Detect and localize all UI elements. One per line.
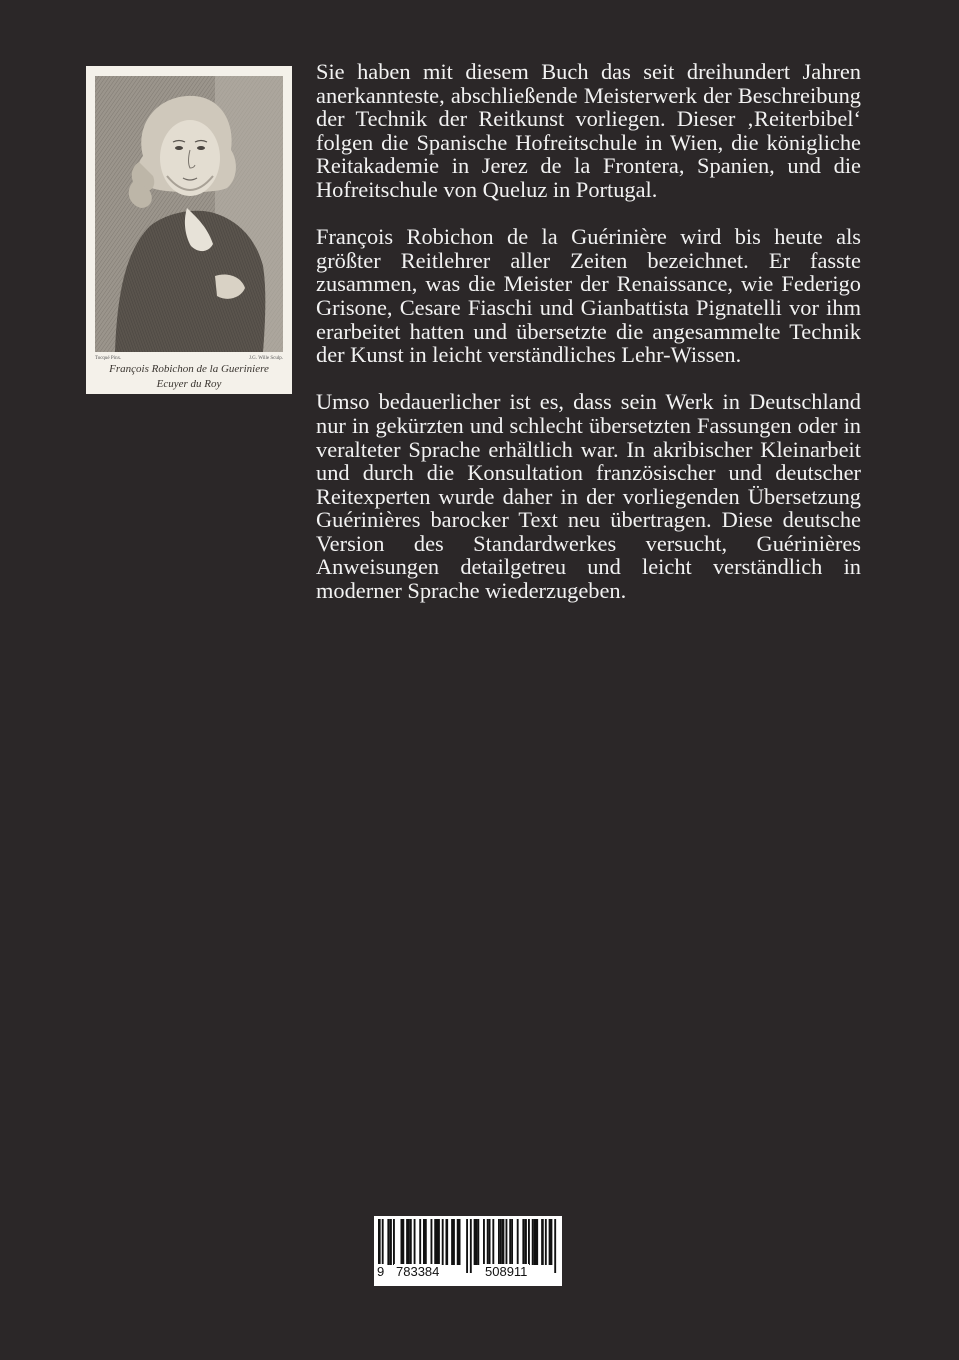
- portrait-title: Ecuyer du Roy: [156, 378, 222, 390]
- portrait-engraving: [86, 66, 292, 394]
- barcode-bar: [528, 1219, 530, 1265]
- blurb-text: [316, 60, 861, 626]
- portrait-name: François Robichon de la Gueriniere: [109, 363, 269, 375]
- barcode-bar: [489, 1219, 491, 1265]
- barcode-bar: [511, 1219, 513, 1265]
- barcode-bar: [442, 1219, 444, 1265]
- barcode-bar: [532, 1219, 534, 1265]
- barcode-bar: [419, 1219, 421, 1265]
- barcode-bar: [545, 1219, 547, 1265]
- barcode-bar: [509, 1219, 511, 1265]
- barcode-bar: [414, 1219, 416, 1265]
- barcode-bar: [410, 1219, 412, 1265]
- barcode-digit-first: 9: [377, 1264, 385, 1279]
- barcode-bar: [436, 1219, 438, 1265]
- barcode-bar: [506, 1219, 508, 1265]
- barcode-digits-left: 783384: [396, 1264, 440, 1279]
- barcode-digits-right: 508911: [485, 1264, 528, 1279]
- barcode-bar: [500, 1219, 502, 1265]
- barcode-bar: [431, 1219, 433, 1265]
- paragraph-3: Umso bedauerlicher ist es, dass sein Werk in Deutschland nur in gekürzten und schlecht übersetzten Fassungen oder in veralteter Sprache erhältlich war. In akribischer Kleinarbeit und durch die Konsultation französischer und deutscher Reitexperten wurde daher in der vorliegenden Übersetzung Guérinières barocker Text neu übertragen. Diese deutsche Version des Standardwerkes versucht, Guérinières Anweisungen detailgetreu und leicht verständlich in moderner Sprache wiederzugeben.: [316, 389, 861, 604]
- portrait-image: [95, 76, 283, 352]
- barcode-bar: [408, 1219, 410, 1265]
- barcode-bar: [387, 1219, 389, 1265]
- credit-left: Tocqué Pinx.: [95, 356, 122, 361]
- barcode-bar: [483, 1219, 485, 1265]
- barcode-bar: [487, 1219, 489, 1265]
- barcode-digits: [374, 1264, 562, 1282]
- barcode-bar: [438, 1219, 440, 1265]
- barcode-bar: [536, 1219, 539, 1265]
- barcode-bar: [517, 1219, 519, 1265]
- barcode-bar: [477, 1219, 479, 1265]
- paragraph-1: Sie haben mit diesem Buch das seit dreihundert Jahren anerkannteste, abschließende Meisterwerk der Beschreibung der Technik der Reitkunst vorliegen. Dieser ‚Reiterbibel‘ folgen die Spanische Hofreitschule in Wien, die königliche Reitakademie in Jerez de la Frontera, Spanien, und die Hofreitschule von Queluz in Portugal.: [316, 59, 861, 202]
- barcode-bar: [549, 1219, 551, 1265]
- barcode-bar: [402, 1219, 404, 1265]
- barcode-bar: [534, 1219, 536, 1265]
- barcode-bar: [476, 1219, 478, 1265]
- isbn-barcode: [374, 1216, 562, 1286]
- portrait-caption: [95, 356, 283, 392]
- paragraph-2: François Robichon de la Guérinière wird bis heute als größter Reitlehrer aller Zeiten bezeichnet. Er fasste zusammen, was die Meister der Renaissance, wie Federigo Grisone, Cesare Fiaschi und Gianbattista Pignatelli vor ihm erarbeitet hatten und übersetzte die angesammelte Technik der Kunst in leicht verständliches Lehr-Wissen.: [316, 224, 861, 368]
- barcode-bar: [393, 1219, 395, 1265]
- barcode-bar: [498, 1219, 500, 1265]
- credit-right: J.G. Wille Sculp.: [248, 356, 283, 361]
- barcode-bar: [425, 1219, 427, 1265]
- barcode-bar: [459, 1219, 461, 1265]
- barcode-bar: [522, 1219, 524, 1265]
- barcode-bar: [453, 1219, 455, 1265]
- barcode-bar: [551, 1219, 553, 1265]
- barcode-bar: [502, 1219, 505, 1265]
- barcode-bar: [492, 1219, 494, 1265]
- barcode-bar: [524, 1219, 527, 1265]
- barcode-bar: [541, 1219, 544, 1265]
- barcode-bar: [446, 1219, 449, 1265]
- barcode-bar: [389, 1219, 392, 1265]
